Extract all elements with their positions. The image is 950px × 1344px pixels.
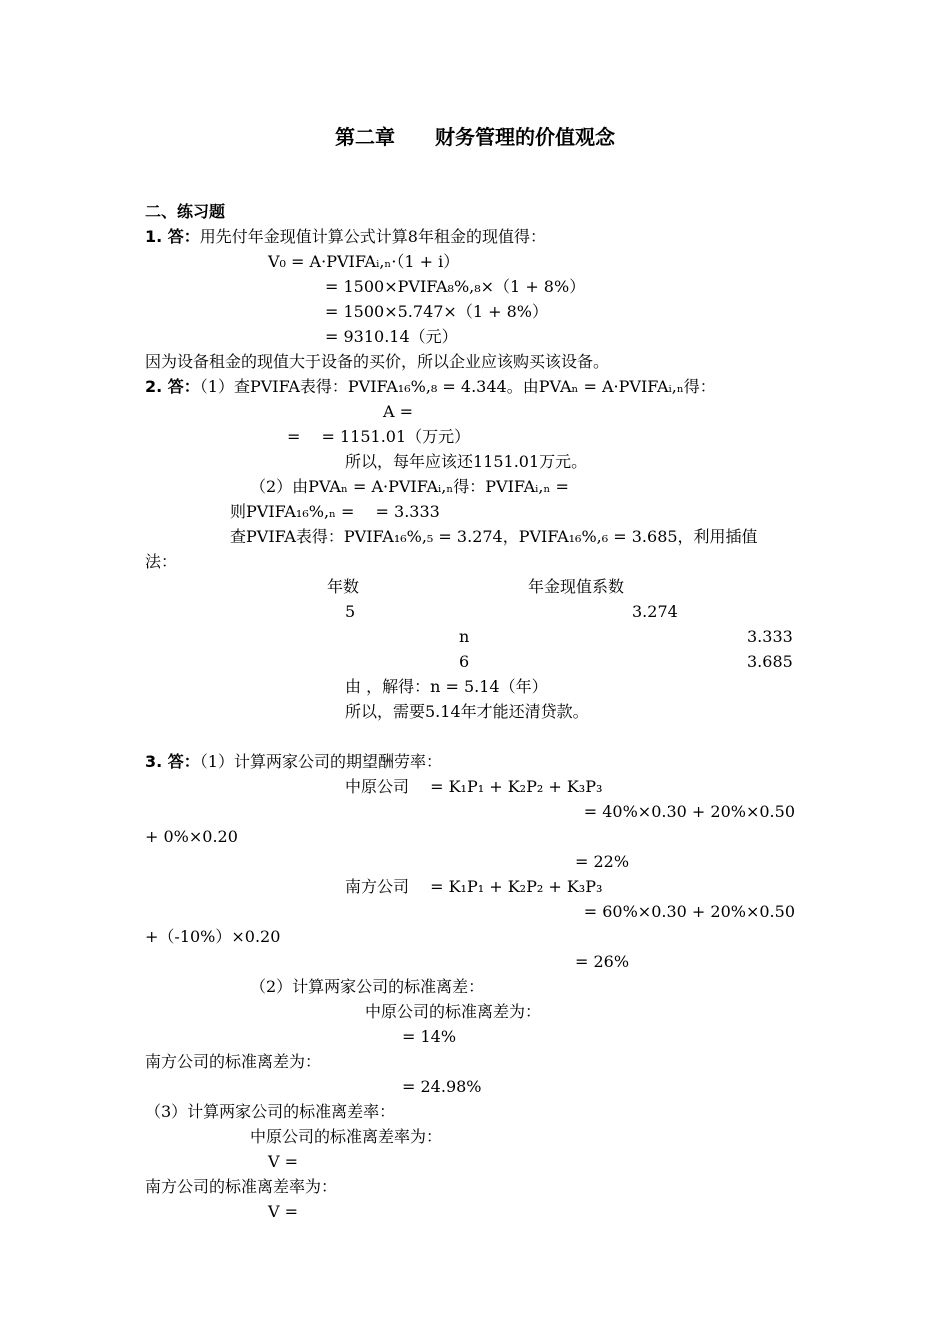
section-heading: 二、练习题 [145, 202, 226, 221]
q2-part2c: 查PVIFA表得：PVIFA₁₆%,₅ = 3.274，PVIFA₁₆%,₆ = 3.685，利用插值 [230, 527, 758, 546]
q3-nanfang-cv-label: 南方公司的标准离差率为： [145, 1177, 338, 1196]
q3-nanfang-formula: 南方公司 = K₁P₁ + K₂P₂ + K₃P₃ [345, 877, 603, 896]
interp-table-header-factor: 年金现值系数 [528, 577, 625, 596]
q3-nanfang-calc-cont: +（-10%）×0.20 [145, 927, 281, 946]
interp-row-1-factor: 3.274 [632, 602, 678, 621]
q3-part3: （3）计算两家公司的标准离差率： [145, 1102, 396, 1121]
q2-part1: （1）查PVIFA表得：PVIFA₁₆%,₈ = 4.344。由PVAₙ = A·PVIFAᵢ,ₙ得： [199, 377, 716, 396]
q3-nanfang-sd-value: = 24.98% [402, 1077, 482, 1096]
q3-zhongyuan-cv-value: V = [268, 1152, 299, 1171]
q1-formula-4: = 9310.14（元） [325, 327, 458, 346]
q3-nanfang-calc: = 60%×0.30 + 20%×0.50 [583, 902, 795, 921]
interp-row-3-factor: 3.685 [747, 652, 793, 671]
q2-part2d: 法： [145, 552, 178, 571]
q2-a-equation: A = [383, 402, 414, 421]
q1-intro: 用先付年金现值计算公式计算8年租金的现值得： [199, 227, 546, 246]
q3-label: 3. 答： [145, 752, 200, 771]
q1-label: 1. 答： [145, 227, 200, 246]
q2-solve: 由 ，解得：n = 5.14（年） [345, 677, 548, 696]
interp-row-3-years: 6 [459, 652, 470, 671]
q3-zhongyuan-cv-label: 中原公司的标准离差率为： [250, 1127, 443, 1146]
q3-nanfang-result: = 26% [575, 952, 630, 971]
q1-line [145, 227, 546, 247]
q1-formula-3: = 1500×5.747×（1 + 8%） [325, 302, 548, 321]
q3-zhongyuan-sd-value: = 14% [402, 1027, 457, 1046]
q1-formula-1: V₀ = A·PVIFAᵢ,ₙ·（1 + i） [268, 252, 460, 271]
q3-zhongyuan-result: = 22% [575, 852, 630, 871]
q3-zhongyuan-sd-label: 中原公司的标准离差为： [365, 1002, 542, 1021]
q2-a-conclusion: 所以，每年应该还1151.01万元。 [345, 452, 588, 471]
interp-row-2-years: n [459, 627, 470, 646]
interp-table-header-years: 年数 [327, 577, 360, 596]
q2-part2: （2）由PVAₙ = A·PVIFAᵢ,ₙ得：PVIFAᵢ,ₙ = [250, 477, 569, 496]
q3-part2: （2）计算两家公司的标准离差： [250, 977, 485, 996]
q1-formula-2: = 1500×PVIFA₈%,₈×（1 + 8%） [325, 277, 586, 296]
q3-part1: （1）计算两家公司的期望酬劳率： [199, 752, 442, 771]
q3-line [145, 752, 442, 772]
interp-row-2-factor: 3.333 [747, 627, 793, 646]
interp-row-1-years: 5 [345, 602, 356, 621]
q3-nanfang-sd-label: 南方公司的标准离差为： [145, 1052, 322, 1071]
q2-a-result: = = 1151.01（万元） [287, 427, 471, 446]
q2-part2b: 则PVIFA₁₆%,ₙ = = 3.333 [230, 502, 440, 521]
q3-zhongyuan-formula: 中原公司 = K₁P₁ + K₂P₂ + K₃P₃ [345, 777, 603, 796]
q1-conclusion: 因为设备租金的现值大于设备的买价，所以企业应该购买该设备。 [145, 352, 610, 371]
q2-label: 2. 答： [145, 377, 200, 396]
q3-zhongyuan-calc-cont: + 0%×0.20 [145, 827, 238, 846]
page-title: 第二章 财务管理的价值观念 [335, 125, 615, 149]
q2-conclusion: 所以，需要5.14年才能还清贷款。 [345, 702, 589, 721]
q2-line [145, 377, 716, 397]
q3-nanfang-cv-value: V = [268, 1202, 299, 1221]
q3-zhongyuan-calc: = 40%×0.30 + 20%×0.50 [583, 802, 795, 821]
